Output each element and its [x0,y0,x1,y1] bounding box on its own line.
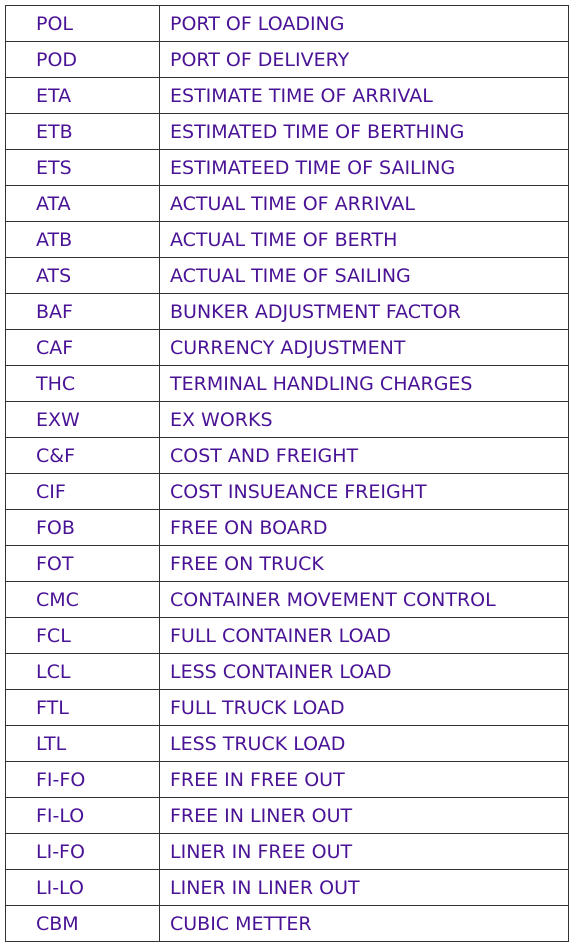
meaning-cell: FULL TRUCK LOAD [160,690,569,726]
glossary-table [5,5,569,942]
abbreviation-cell: ATS [6,258,160,294]
abbreviation-cell: LI-LO [6,870,160,906]
table-row [6,906,569,942]
abbreviation-cell: LCL [6,654,160,690]
meaning-cell: LESS TRUCK LOAD [160,726,569,762]
abbreviation-cell: ATA [6,186,160,222]
meaning-cell: CUBIC METTER [160,906,569,942]
abbreviation-cell: FOB [6,510,160,546]
table-row [6,438,569,474]
table-row [6,690,569,726]
abbreviation-cell: ETA [6,78,160,114]
table-row [6,294,569,330]
abbreviation-cell: C&F [6,438,160,474]
table-row [6,618,569,654]
meaning-cell: CURRENCY ADJUSTMENT [160,330,569,366]
abbreviation-cell: ATB [6,222,160,258]
table-row [6,402,569,438]
table-row [6,366,569,402]
abbreviation-cell: FI-FO [6,762,160,798]
abbreviation-cell: CBM [6,906,160,942]
meaning-cell: FREE ON TRUCK [160,546,569,582]
table-row [6,474,569,510]
abbreviation-cell: BAF [6,294,160,330]
meaning-cell: FREE IN LINER OUT [160,798,569,834]
abbreviation-cell: LI-FO [6,834,160,870]
abbreviation-cell: THC [6,366,160,402]
meaning-cell: LINER IN FREE OUT [160,834,569,870]
meaning-cell: LINER IN LINER OUT [160,870,569,906]
table-row [6,258,569,294]
meaning-cell: ESTIMATEED TIME OF SAILING [160,150,569,186]
table-row [6,222,569,258]
table-row [6,330,569,366]
meaning-cell: ACTUAL TIME OF ARRIVAL [160,186,569,222]
abbreviation-cell: FI-LO [6,798,160,834]
meaning-cell: ACTUAL TIME OF BERTH [160,222,569,258]
abbreviation-cell: POD [6,42,160,78]
meaning-cell: FREE IN FREE OUT [160,762,569,798]
table-row [6,762,569,798]
meaning-cell: ESTIMATE TIME OF ARRIVAL [160,78,569,114]
table-row [6,78,569,114]
meaning-cell: COST AND FREIGHT [160,438,569,474]
table-row [6,114,569,150]
meaning-cell: ACTUAL TIME OF SAILING [160,258,569,294]
meaning-cell: FULL CONTAINER LOAD [160,618,569,654]
abbreviation-cell: CMC [6,582,160,618]
abbreviation-cell: ETB [6,114,160,150]
abbreviation-cell: LTL [6,726,160,762]
abbreviation-cell: ETS [6,150,160,186]
meaning-cell: CONTAINER MOVEMENT CONTROL [160,582,569,618]
meaning-cell: TERMINAL HANDLING CHARGES [160,366,569,402]
meaning-cell: LESS CONTAINER LOAD [160,654,569,690]
table-row [6,6,569,42]
meaning-cell: FREE ON BOARD [160,510,569,546]
meaning-cell: PORT OF LOADING [160,6,569,42]
meaning-cell: EX WORKS [160,402,569,438]
table-row [6,834,569,870]
abbreviation-cell: CIF [6,474,160,510]
meaning-cell: ESTIMATED TIME OF BERTHING [160,114,569,150]
abbreviation-cell: CAF [6,330,160,366]
table-row [6,42,569,78]
meaning-cell: BUNKER ADJUSTMENT FACTOR [160,294,569,330]
table-row [6,510,569,546]
abbreviation-cell: FOT [6,546,160,582]
table-row [6,726,569,762]
meaning-cell: PORT OF DELIVERY [160,42,569,78]
table-row [6,582,569,618]
abbreviation-cell: FCL [6,618,160,654]
meaning-cell: COST INSUEANCE FREIGHT [160,474,569,510]
table-row [6,870,569,906]
table-row [6,186,569,222]
abbreviation-cell: EXW [6,402,160,438]
table-row [6,798,569,834]
table-row [6,654,569,690]
table-row [6,546,569,582]
abbreviation-cell: FTL [6,690,160,726]
abbreviation-cell: POL [6,6,160,42]
table-row [6,150,569,186]
glossary-table-body [6,6,569,942]
